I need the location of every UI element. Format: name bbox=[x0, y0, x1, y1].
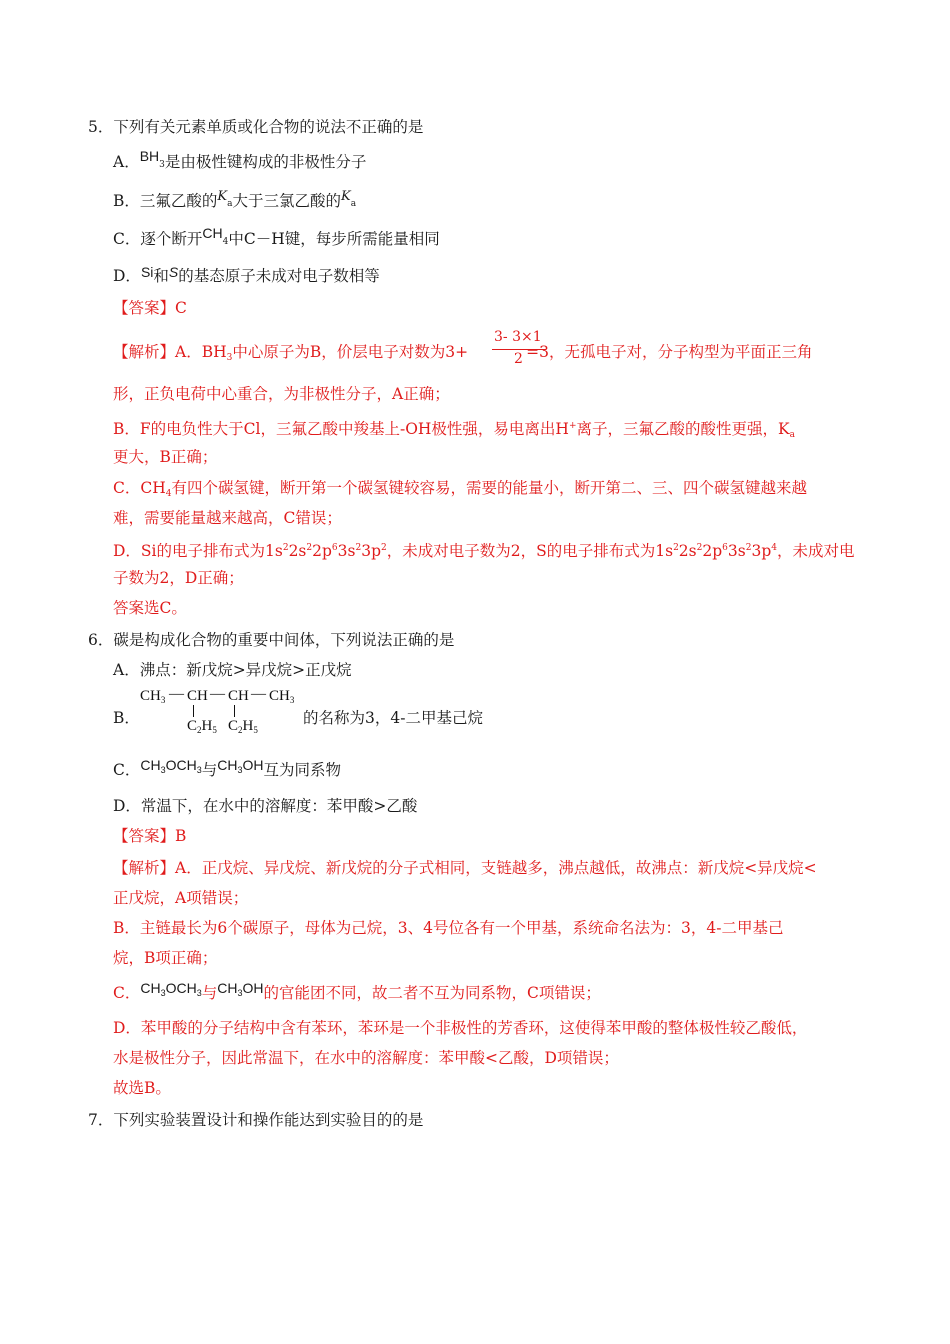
q6-option-a: A．沸点：新戊烷>异戊烷>正戊烷 bbox=[113, 661, 352, 679]
q6-analysis-a: 【解析】A．正戊烷、异戊烷、新戊烷的分子式相同，支链越多，沸点越低，故沸点：新戊烷<异戊烷< bbox=[113, 859, 817, 877]
q6-answer: 【答案】B bbox=[113, 827, 187, 845]
q5-analysis-c2: 难，需要能量越来越高，C错误； bbox=[113, 509, 342, 527]
q6-analysis-d: D．苯甲酸的分子结构中含有苯环，苯环是一个非极性的芳香环，这使得苯甲酸的整体极性较乙酸低， bbox=[113, 1019, 808, 1037]
q5-analysis-a: 【解析】A．$BH_3$中心原子为B，价层电子对数为3+ =3，无孤电子对，分子构型为平面正三角 bbox=[113, 343, 813, 363]
fraction-numerator: 3- 3×1 bbox=[494, 329, 542, 345]
q5-option-a: A．$BH_3$是由极性键构成的非极性分子 bbox=[113, 148, 367, 171]
q6-analysis-b2: 烷，B项正确； bbox=[113, 949, 218, 967]
q5-option-d: D．Si和S的基态原子未成对电子数相等 bbox=[113, 264, 380, 285]
q5-analysis-b2: 更大，B正确； bbox=[113, 448, 218, 466]
q6-analysis-b: B．主链最长为6个碳原子，母体为己烷，3、4号位各有一个甲基，系统命名法为：3，4-二甲基己 bbox=[113, 919, 784, 937]
fraction-denominator: 2 bbox=[514, 351, 523, 367]
q6-option-d: D．常温下，在水中的溶解度：苯甲酸>乙酸 bbox=[113, 797, 418, 815]
q5-analysis-c: C．$CH_4$有四个碳氢键，断开第一个碳氢键较容易，需要的能量小，断开第二、三、四个碳氢键越来越 bbox=[113, 479, 807, 499]
structural-formula: $CH_3$ — CH — CH — $CH_3$ $C_2H_5$ $C_2H_5$ bbox=[140, 686, 295, 735]
q5-analysis-d2: 子数为2，D正确； bbox=[113, 569, 244, 587]
q6-analysis-d2: 水是极性分子，因此常温下，在水中的溶解度：苯甲酸<乙酸，D项错误； bbox=[113, 1049, 619, 1067]
q5-analysis-b: B．F的电负性大于Cl，三氟乙酸中羧基上-OH极性强，易电离出H+离子，三氟乙酸的酸性更强，$K_a$ bbox=[113, 420, 795, 440]
q6-analysis-a2: 正戊烷，A项错误； bbox=[113, 889, 249, 907]
q7-stem: 7．下列实验装置设计和操作能达到实验目的的是 bbox=[88, 1111, 424, 1129]
q5-answer: 【答案】C bbox=[113, 299, 187, 317]
fraction-bar bbox=[492, 349, 546, 350]
q5-analysis-d: D．Si的电子排布式为$1s^22s^22p^63s^23p^2$，未成对电子数为2，S的电子排布式为$1s^22s^22p^63s^23p^4$，未成对电 bbox=[113, 542, 855, 560]
q6-option-b-text: 的名称为3，4-二甲基己烷 bbox=[303, 709, 483, 727]
q6-analysis-c: C．$CH_3OCH_3$与$CH_3OH$的官能团不同，故二者不互为同系物，C项错误； bbox=[113, 980, 601, 1002]
q6-option-b-label: B． bbox=[113, 709, 140, 727]
q5-analysis-a2: 形，正负电荷中心重合，为非极性分子，A正确； bbox=[113, 385, 450, 403]
q6-stem: 6．碳是构成化合物的重要中间体，下列说法正确的是 bbox=[88, 631, 455, 649]
q5-stem: 5．下列有关元素单质或化合物的说法不正确的是 bbox=[88, 118, 424, 136]
q6-option-c: C．$CH_3OCH_3$与$CH_3OH$互为同系物 bbox=[113, 757, 342, 779]
q5-conclusion: 答案选C。 bbox=[113, 599, 187, 617]
q6-conclusion: 故选B。 bbox=[113, 1079, 171, 1097]
q5-option-b: B．三氟乙酸的$^K_a$大于三氯乙酸的$^K_a$ bbox=[113, 189, 357, 210]
q5-option-c: C．逐个断开$CH_4$中C－H键，每步所需能量相同 bbox=[113, 225, 440, 248]
